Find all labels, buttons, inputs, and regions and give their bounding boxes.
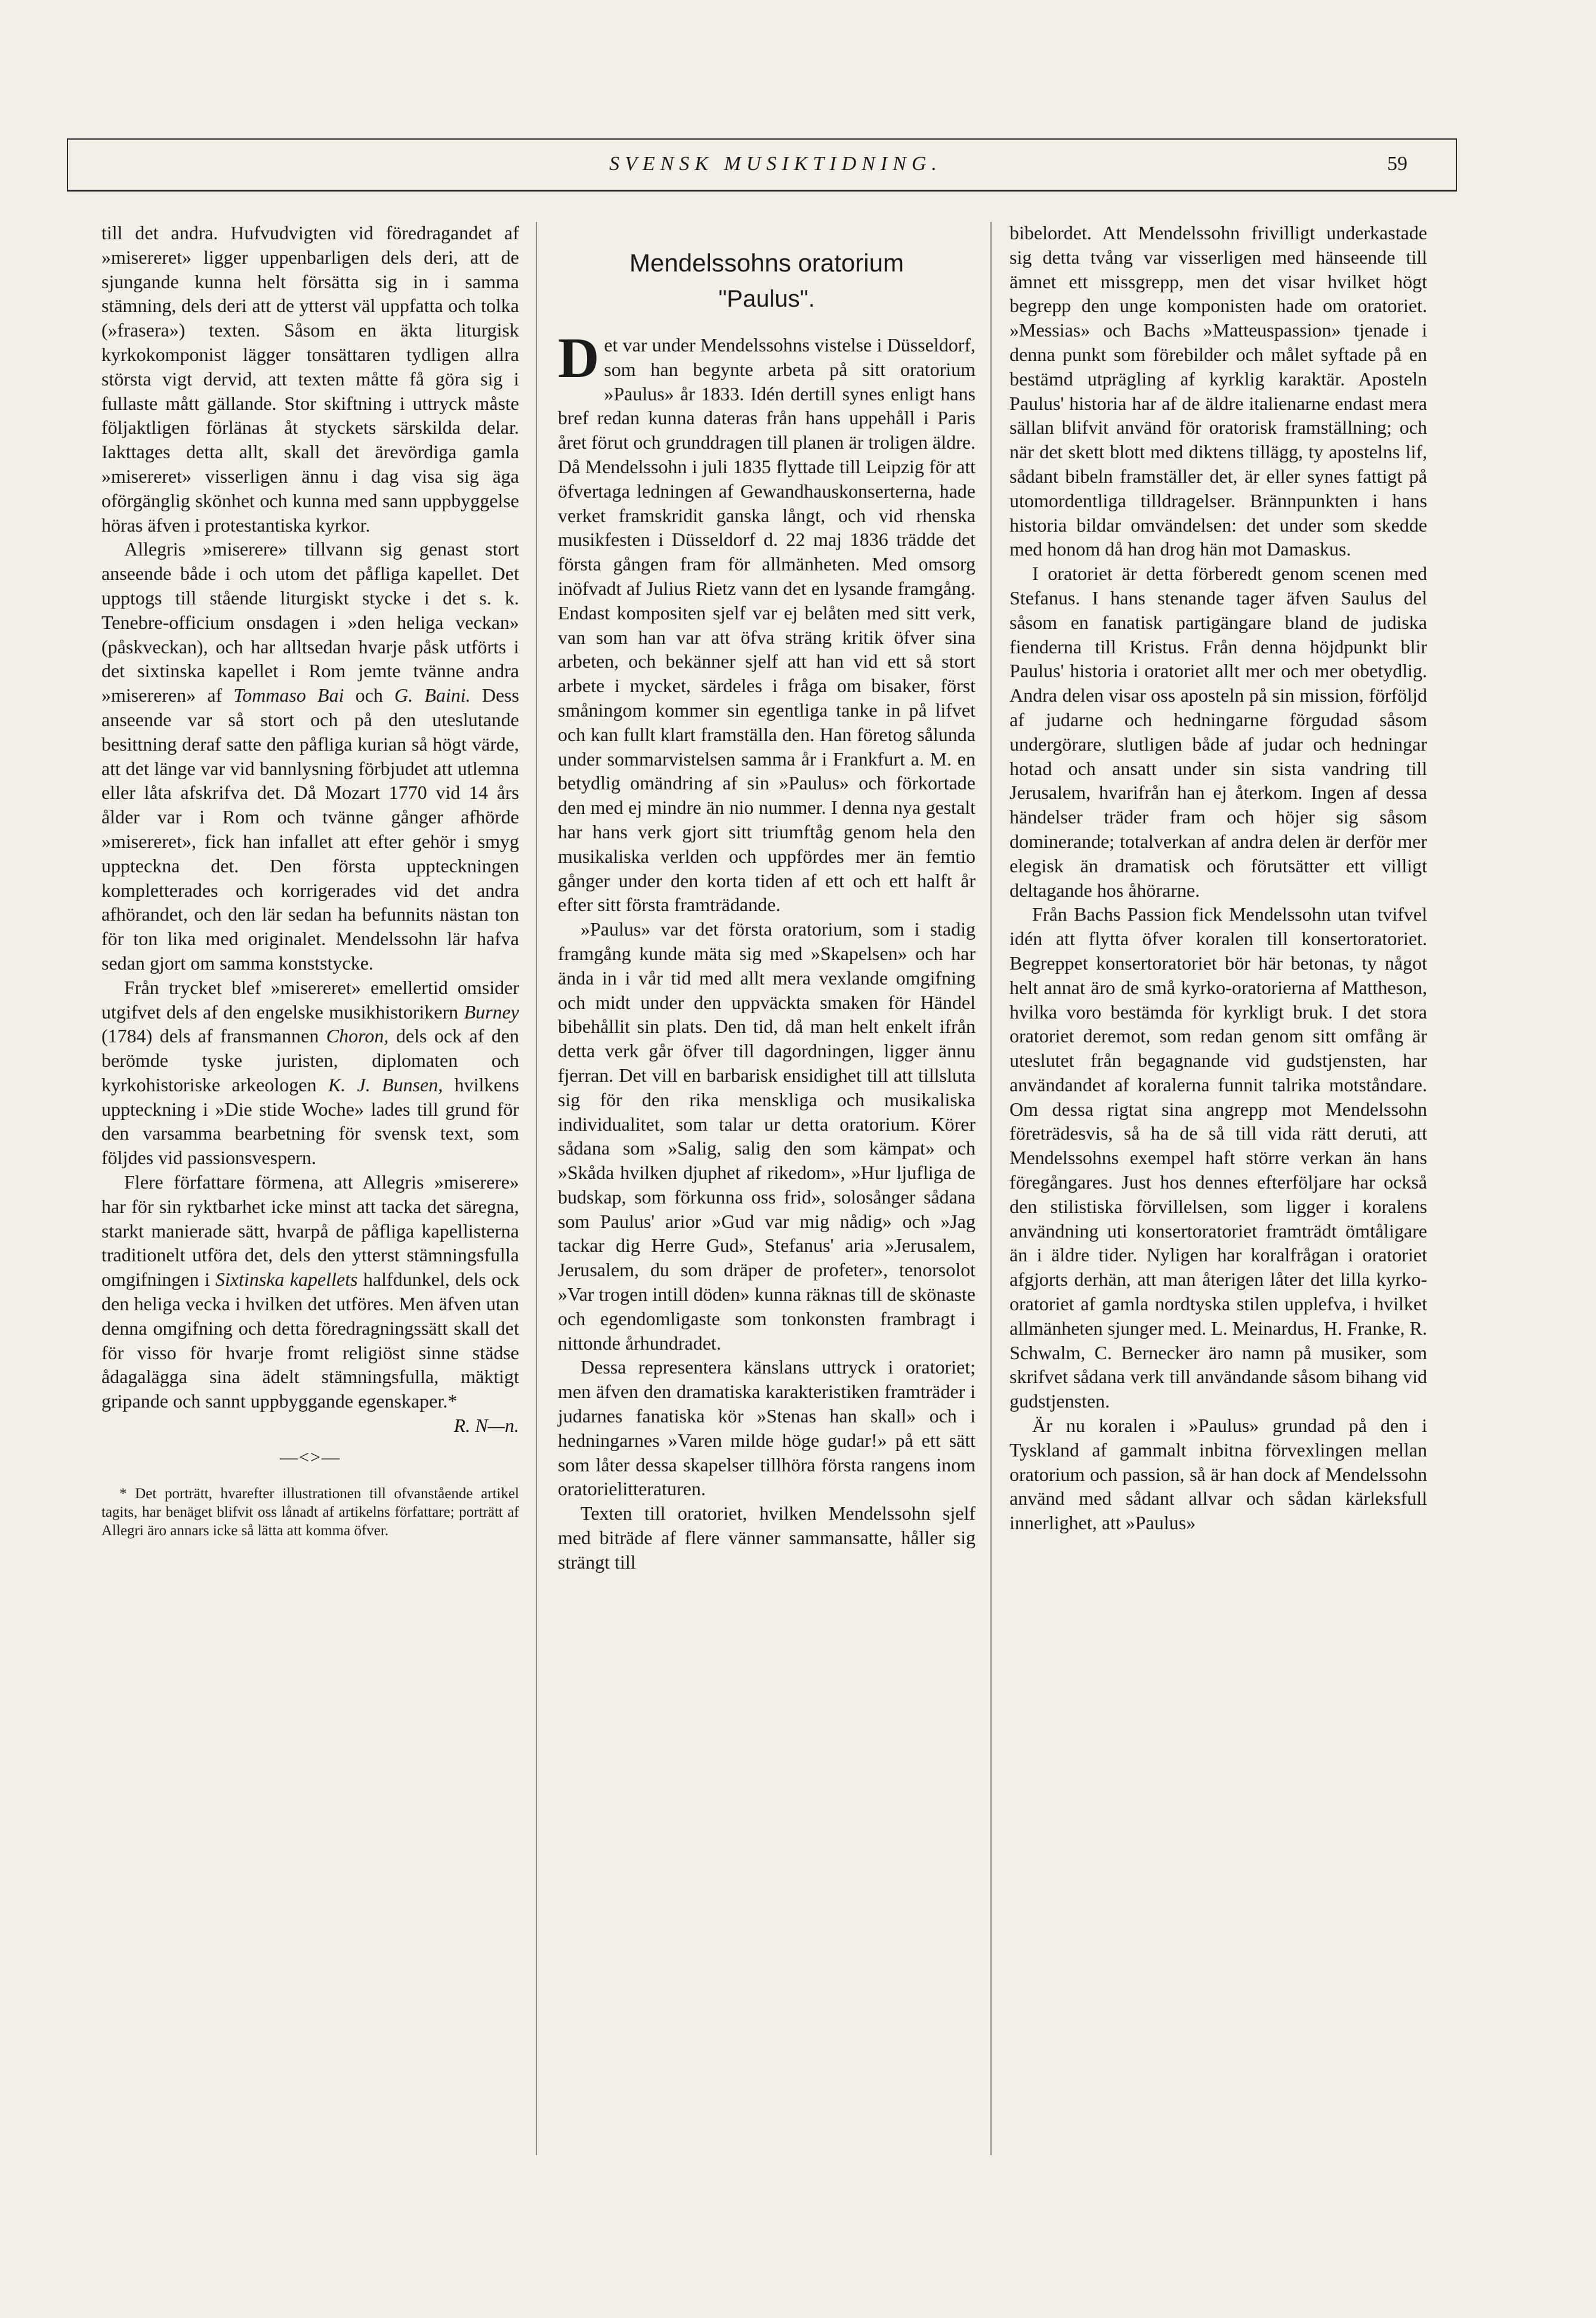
column-middle	[558, 221, 975, 1575]
paragraph: Från Bachs Passion fick Mendelssohn utan tvifvel idén att flytta öfver koralen till konsertoratoriet. Begreppet konsertoratoriet bör här betonas, ty något helt annat äro de små kyrko-oratorierna af Mattheson, hvilka voro bestämda för kyrkligt bruk. I det stora oratoriet deremot, som redan genom sitt omfång är uteslutet från begagnande vid gudstjensten, har användandet af koralerna funnit talrika motståndare. Om dessa rigtat sina angrepp mot Mendelssohn företrädesvis, så ha de så till vida rätt deruti, att Mendelssohns exempel haft större verkan än hans föregångares. Just hos dennes efterföljare har också den stilistiska förvillelsen, som ligger i koralens användning uti konsertoratoriet framträdt ömtåligare än i äldre tider. Nyligen har koralfrågan i oratoriet afgjorts derhän, att man återigen låter det lilla kyrko-oratoriet af gamla nordtyska stilen upplefva, i hvilket allmänheten sjunger med. L. Meinardus, H. Franke, R. Schwalm, C. Bernecker äro namn på musiker, som skrifvet sådana verk till användande såsom bihang vid gudstjensten.	[1010, 903, 1427, 1412]
article-subtitle: "Paulus".	[718, 286, 815, 312]
paragraph: Det var under Mendelssohns vistelse i Düsseldorf, som han begynte arbeta på sitt oratorium »Paulus» år 1833. Idén dertill synes enligt hans bref redan kunna dateras från hans uppehåll i Paris året förut och grunddragen till planen är troligen äldre. Då Mendelssohn i juli 1835 flyttade till Leipzig för att öfvertaga ledningen af Gewandhauskonserterna, hade verket framskridit ganska långt, och vid rhenska musikfesten i Düsseldorf d. 22 maj 1836 trädde det första gången fram för allmänheten. Med omsorg inöfvadt af Julius Rietz vann det en lysande framgång. Endast kompositen sjelf var ej belåten med sitt verk, van som han var att öfva sträng kritik öfver sina arbeten, och bekänner sjelf att han vid ett så stort arbete i mycket, särdeles i fråga om bisaker, först småningom kommer sin egentliga tanke in på lifvet och kan fullt klart framställa den. Han företog sålunda under sommarvistelsen samma år i Frankfurt a. M. en betydlig omändring af sin »Paulus» och förkortade den med ej mindre än nio nummer. I denna nya gestalt har hans verk gjort sitt triumftåg genom hela den musikaliska verlden och uppfördes mer än femtio gånger under den korta tiden af ett och ett halft år efter sitt första framträdande.	[558, 326, 975, 916]
composer-name: G. Baini.	[394, 684, 471, 706]
paragraph: Flere författare förmena, att Allegris »miserere» har för sin ryktbarhet icke minst att tacka det säregna, starkt manierade sätt, hvarpå de påfliga kapellisterna traditionelt utföra det, dels den ytterst stämningsfulla omgifningen i Sixtinska kapellets halfdunkel, dels ock den heliga vecka i hvilken det utföres. Men äfven utan denna omgifning och detta föredragningssätt skall det för visso för hvarje fromt religiöst sinne städse ådagalägga sina ädelt stämningsfulla, mäktigt gripande och sannt uppbyggande egenskaper.*	[101, 1171, 520, 1412]
author-name: Choron,	[326, 1025, 389, 1047]
paragraph: Texten till oratoriet, hvilken Mendelssohn sjelf med biträde af flere vänner sammansatte, håller sig strängt till	[558, 1502, 975, 1573]
paragraph: »Paulus» var det första oratorium, som i stadig framgång kunde mäta sig med »Skapelsen» och har ända in i vår tid med allt mera vexlande omgifning och midt under den uppväckta smaken för Händel bibehållit sin plats. Den tid, då man helt enkelt ifrån detta verk går öfver till dagordningen, ligger ännu fjerran. Det vill en barbarisk ensidighet till att tillsluta sig för den rika menskliga och musikaliska individualitet, som talar ur detta oratorium. Körer sådana som »Salig, salig den som kämpat» och »Skåda hvilken djuphet af rikedom», »Hur ljufliga de budskap, som förkunna oss frid», solosånger sådana som Paulus' arior »Gud var mig nådig» och »Jag tackar dig Herre Gud», Stefanus' aria »Jerusalem, Jerusalem, du som dräper de profeter», tenorsolot »Var trogen intill döden» kunna räknas till de skönaste och egendomligaste som tonkonsten frambragt i nittonde århundradet.	[558, 918, 975, 1354]
paragraph: Är nu koralen i »Paulus» grundad på den i Tyskland af gammalt inbitna förvexlingen mellan oratorium och passion, så är han dock af Mendelssohn använd med sådant allvar och sådan kärleksfull innerlighet, att »Paulus»	[1010, 1415, 1427, 1534]
header-left-border	[67, 138, 68, 191]
paragraph: Dessa representera känslans uttryck i oratoriet; men äfven den dramatiska karakteristiken framträder i judarnes fanatiska kör »Stenas han skall» och i hedningarnes »Varen milde höge gudar!» på ett sätt som låter dessa skapelser tillhöra första rangens inom oratorielitteraturen.	[558, 1356, 975, 1500]
drop-cap: D	[558, 326, 600, 390]
author-signature: R. N—n.	[453, 1415, 519, 1437]
author-name: K. J. Bunsen,	[328, 1073, 443, 1095]
column-right	[1010, 221, 1427, 1535]
running-head: SVENSK MUSIKTIDNING.	[609, 153, 942, 175]
article-title: Mendelssohns oratorium	[629, 249, 904, 277]
author-name: Burney	[464, 1001, 519, 1023]
paragraph: I oratoriet är detta förberedt genom scenen med Stefanus. I hans stenande tager äfven Saulus del såsom en fanatisk partigängare bland de judiska fienderna till Kristus. Från denna höjdpunkt blir Paulus' historia i oratoriet allt mer och mer obetydlig. Andra delen visar oss aposteln på sin mission, förföljd af judarne och hedningarne förgudad såsom undergörare, slutligen både af judar och hedningar hotad och ansatt under sin sista vandring till Jerusalem, hvarifrån han ej återkom. Ingen af dessa händelser träder fram och höjer sig såsom dominerande; totalverkan af andra delen är derför mer elegisk än dramatisk och förutsätter ett villigt deltagande hos åhörarne.	[1010, 563, 1427, 901]
column-divider-right	[990, 222, 992, 2155]
column-divider-left	[536, 222, 537, 2155]
place-name: Sixtinska kapellets	[215, 1268, 358, 1291]
composer-name: Tommaso Bai	[233, 684, 344, 706]
footnote: * Det porträtt, hvarefter illustrationen till ofvanstående artikel tagits, har benäget blifvit oss lånadt af artikelns författare; porträtt af Allegri äro annars icke så lätta att komma öfver.	[101, 1485, 519, 1539]
paragraph: Allegris »miserere» tillvann sig genast stort anseende både i och utom det påfliga kapellet. Det upptogs till stående liturgiskt stycke i det s. k. Tenebre-officium onsdagen i »den heliga veckan» (påskveckan), och har alltsedan hvarje påsk utförts i det sixtinska kapellet i Rom jemte tvänne andra »misereren» af Tommaso Bai och G. Baini. Dess anseende var så stort och på den uteslutande besittning deraf satte den påfliga kurian så högt värde, att det länge var vid bannlysning förbjudet att utlemna eller låta afskrifva det. Då Mozart 1770 vid 14 års ålder var i Rom och tvänne gånger afhörde »misereret», fick han infallet att efter gehör i smyg uppteckna det. Den första uppteckningen kompletterades och korrigerades vid det andra afhörandet, och den lär sedan ha befunnits nästan ton för ton lika med originalet. Mendelssohn lär hafva sedan gjort om samma konststycke.	[101, 538, 520, 974]
column-left	[101, 221, 519, 1540]
paragraph: Från trycket blef »misereret» emellertid omsider utgifvet dels af den engelske musikhistorikern Burney (1784) dels af fransmannen Choron, dels ock af den berömde tyske juristen, diplomaten och kyrkohistoriske arkeologen K. J. Bunsen, hvilkens uppteckning i »Die stide Woche» lades till grund för den varsamma bearbetning för svensk text, som följdes vid passionsvespern.	[101, 976, 520, 1169]
header-top-rule	[67, 138, 1457, 140]
paragraph: till det andra. Hufvudvigten vid föredragandet af »misereret» ligger uppenbarligen dels deri, att de sjungande kunna helt försätta sig in i samma stämning, dels deri att de ytterst väl uppfatta och tolka (»frasera») texten. Såsom en äkta liturgisk kyrkokomponist lägger tonsättaren tydligen allra största vigt dervid, att texten måtte få göra sig i fullaste mått gällande. Stor skiftning i uttryck måste följaktligen förlänas åt styckets särskilda delar. Iakttages detta allt, skall det ärevördiga gamla »misereret» visserligen ännu i dag visa sig äga oförgänglig skönhet och kunna med sann uppbyggelse höras äfven i protestantiska kyrkor.	[101, 222, 519, 536]
header-bottom-rule	[67, 190, 1457, 192]
paragraph: bibelordet. Att Mendelssohn frivilligt underkastade sig detta tvång var visserligen med hänseende till ämnet ett missgrepp, men det visar hvilket högt begrepp den unge komponisten hade om oratoriet. »Messias» och Bachs »Matteuspassion» tjenade i denna punkt som förebilder och målet syftade på en bestämd utprägling af kyrklig karaktär. Aposteln Paulus' historia har af de äldre italienarne endast mera sällan blifvit använd för oratorisk framställning; och när det skett blott med diktens tillägg, ty apostelns lif, sådant bibeln framställer det, är eller synes fattigt på utomordentliga tilldragelser. Brännpunkten i hans historia bildar omvändelsen: det under som skedde med honom då han drog hän mot Damaskus.	[1010, 222, 1427, 560]
header-right-border	[1456, 138, 1457, 191]
page-number: 59	[1387, 153, 1407, 175]
section-ornament: —<>—	[280, 1447, 341, 1467]
